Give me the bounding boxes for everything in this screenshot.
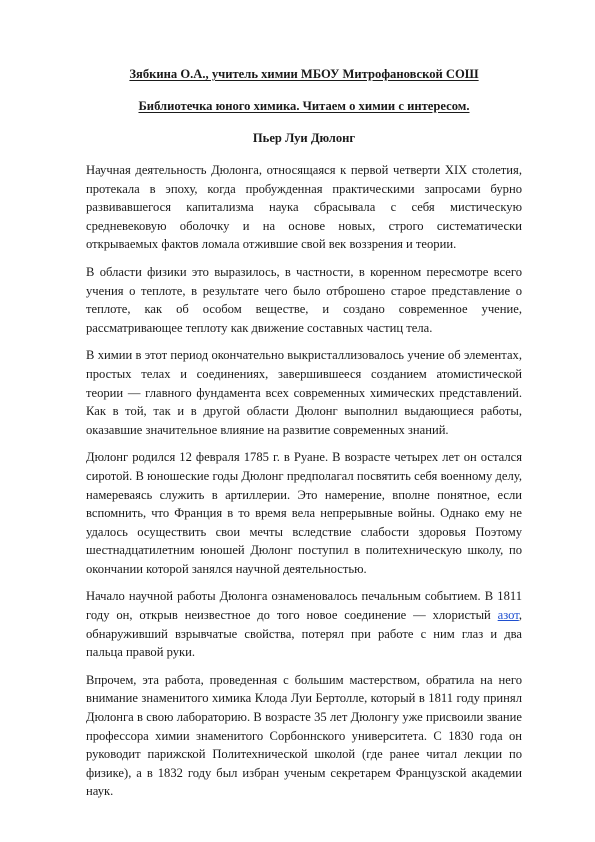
document-title: Пьер Луи Дюлонг [252,131,356,145]
paragraph-3: В химии в этот период окончательно выкристаллизовалось учение об элементах, простых телах и соединениях, завершившееся созданием атомистической теории — главного фундамента всех современных химических представлений. Как в той, так и в другой области Дюлонг выполнил выдающиеся работы, оказавшие значительное влияние на развитие современных знаний. [86,348,522,437]
paragraph-2: В области физики это выразилось, в частности, в коренном пересмотре всего учения о теплоте, в результате чего было отброшено старое представление о теплоте, как об особом веществе, и создано современное учение, рассматривающее теплоту как движение составных частиц тела. [86,264,522,335]
paragraph-5-text-after: , обнаруживший взрывчатые свойства, потерял при работе с ним глаз и два пальца правой руки. [86,608,522,660]
header-author: Зябкина О.А., учитель химии МБОУ Митрофановской СОШ [129,67,479,81]
azot-link[interactable]: азот [497,608,519,623]
paragraph-5-text-before: Начало научной работы Дюлонга ознаменовалось печальным событием. В 1811 году он, открыв неизвестное до того новое соединение — хлористый [86,589,522,623]
paragraph-6: Впрочем, эта работа, проведенная с большим мастерством, обратила на него внимание знаменитого химика Клода Луи Бертолле, который в 1811 году принял Дюлонга в свою лабораторию. В возрасте 35 лет Дюлонгу уже присвоили звание профессора химии знаменитого Сорбоннского университета. С 1830 года он руководит парижской Политехнической школой (где ранее читал лекции по физике), а в 1832 году был избран ученым секретарем Французской академии наук. [86,672,522,799]
header-series: Библиотечка юного химика. Читаем о химии с интересом. [138,99,470,113]
document-page [86,66,522,801]
paragraph-4: Дюлонг родился 12 февраля 1785 г. в Руане. В возрасте четырех лет он остался сиротой. В юношеские годы Дюлонг предполагал посвятить себя военному делу, намереваясь служить в артиллерии. Это намерение, вполне понятное, если вспомнить, что Франция в то время вела непрерывные войны. Однако ему не удалось осуществить свои мечты вследствие слабости здоровья Поэтому шестнадцатилетним юношей Дюлонг поступил в политехническую школу, по окончании которой занялся научной деятельностью. [86,450,522,576]
paragraph-5 [86,587,522,661]
paragraph-1: Научная деятельность Дюлонга, относящаяся к первой четверти XIX столетия, протекала в эпоху, когда пробужденная практическими запросами бурно развивавшегося капитализма наука сбрасывала с себя мистическую средневековую оболочку и на основе новых, строго систематически открываемых фактов ломала отжившие свой век воззрения и теории. [86,163,522,252]
